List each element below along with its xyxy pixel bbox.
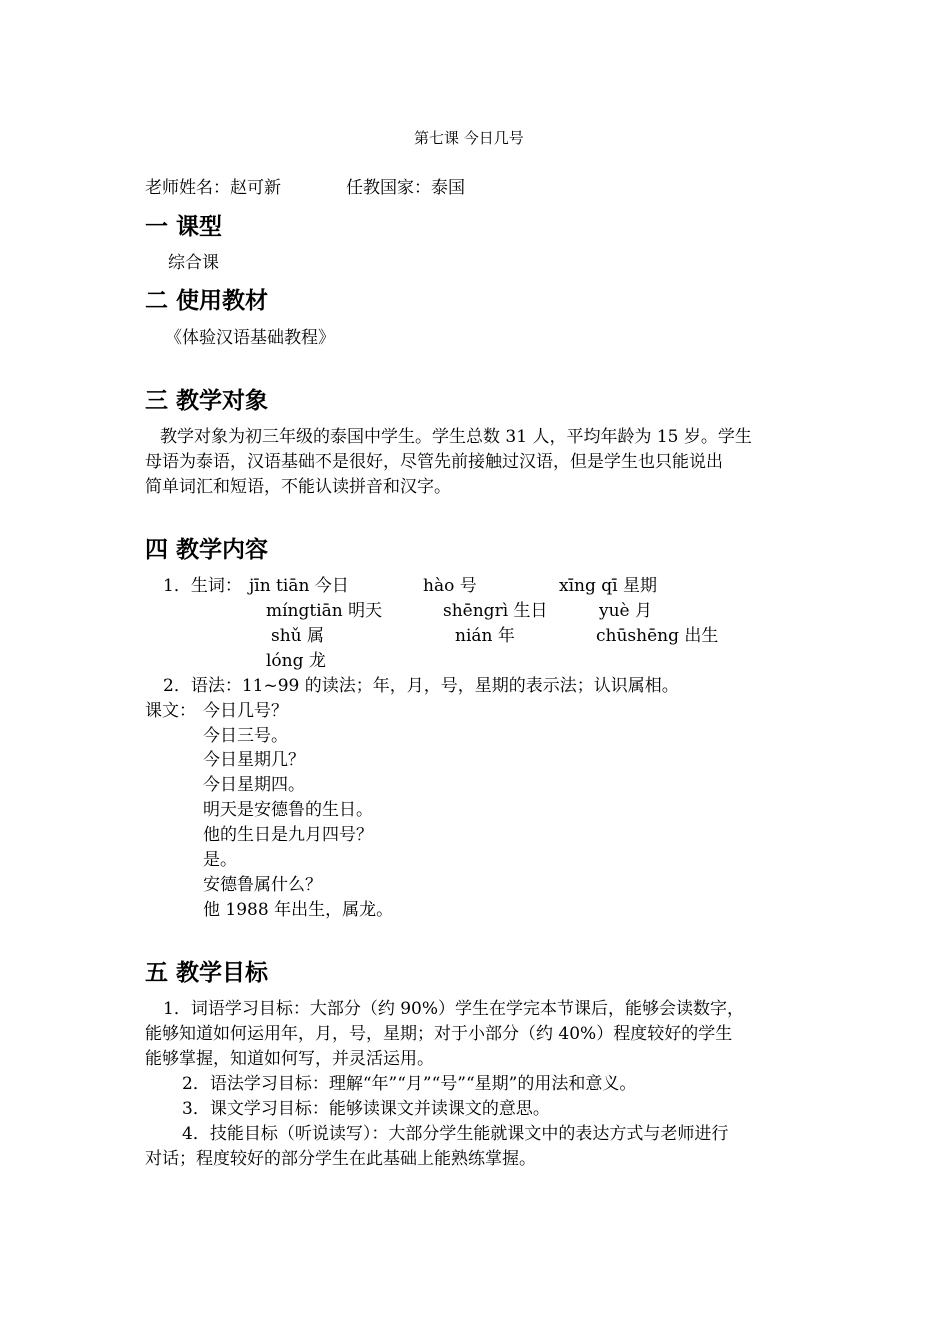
section-heading-4: 四 教学内容 xyxy=(145,537,269,563)
text-line: 今日星期四。 xyxy=(203,775,305,795)
vocab-item: hào 号 xyxy=(423,576,477,596)
goal-line: 1．词语学习目标：大部分（约 90%）学生在学完本节课后，能够会读数字， xyxy=(163,999,745,1019)
course-type: 综合课 xyxy=(168,253,219,273)
grammar-line: 2．语法：11~99 的读法；年，月，号，星期的表示法；认识属相。 xyxy=(163,676,679,696)
paragraph-line: 母语为泰语，汉语基础不是很好，尽管先前接触过汉语，但是学生也只能说出 xyxy=(145,452,723,472)
text-line: 他 1988 年出生，属龙。 xyxy=(203,900,394,920)
vocab-item: lóng 龙 xyxy=(266,651,326,671)
vocab-label: 1．生词： xyxy=(163,576,242,596)
section-heading-3: 三 教学对象 xyxy=(145,388,269,414)
paragraph-line: 简单词汇和短语，不能认读拼音和汉字。 xyxy=(145,477,451,497)
text-line: 明天是安德鲁的生日。 xyxy=(203,800,373,820)
teacher-name: 老师姓名：赵可新 xyxy=(145,178,281,198)
vocab-item: nián 年 xyxy=(455,626,515,646)
teaching-country: 任教国家：泰国 xyxy=(346,178,465,198)
vocab-item: shēngrì 生日 xyxy=(443,601,548,621)
paragraph-line: 教学对象为初三年级的泰国中学生。学生总数 31 人，平均年龄为 15 岁。学生 xyxy=(160,427,752,447)
goal-line: 能够掌握，知道如何写，并灵活运用。 xyxy=(145,1049,434,1069)
text-line: 今日几号？ xyxy=(203,701,288,721)
text-line: 今日星期几？ xyxy=(203,750,305,770)
goal-line: 2．语法学习目标：理解“年”“月”“号”“星期”的用法和意义。 xyxy=(182,1074,637,1094)
vocab-item: míngtiān 明天 xyxy=(266,601,383,621)
section-heading-2: 二 使用教材 xyxy=(145,288,269,314)
section-heading-5: 五 教学目标 xyxy=(145,960,269,986)
vocab-item: shǔ 属 xyxy=(271,626,325,646)
vocab-item: jīn tiān 今日 xyxy=(249,576,349,596)
vocab-item: chūshēng 出生 xyxy=(596,626,719,646)
text-line: 是。 xyxy=(203,850,237,870)
section-heading-1: 一 课型 xyxy=(145,214,223,240)
text-line: 安德鲁属什么？ xyxy=(203,875,322,895)
text-label: 课文： xyxy=(145,701,196,721)
vocab-item: yuè 月 xyxy=(599,601,653,621)
goal-line: 能够知道如何运用年，月，号，星期；对于小部分（约 40%）程度较好的学生 xyxy=(145,1024,733,1044)
textbook-name: 《体验汉语基础教程》 xyxy=(165,328,335,348)
goal-line: 对话；程度较好的部分学生在此基础上能熟练掌握。 xyxy=(145,1149,536,1169)
goal-line: 4．技能目标（听说读写）：大部分学生能就课文中的表达方式与老师进行 xyxy=(182,1124,729,1144)
text-line: 今日三号。 xyxy=(203,726,288,746)
goal-line: 3．课文学习目标：能够读课文并读课文的意思。 xyxy=(182,1099,550,1119)
vocab-item: xīng qī 星期 xyxy=(559,576,657,596)
lesson-title: 第七课 今日几号 xyxy=(414,129,524,147)
text-line: 他的生日是九月四号？ xyxy=(203,825,373,845)
